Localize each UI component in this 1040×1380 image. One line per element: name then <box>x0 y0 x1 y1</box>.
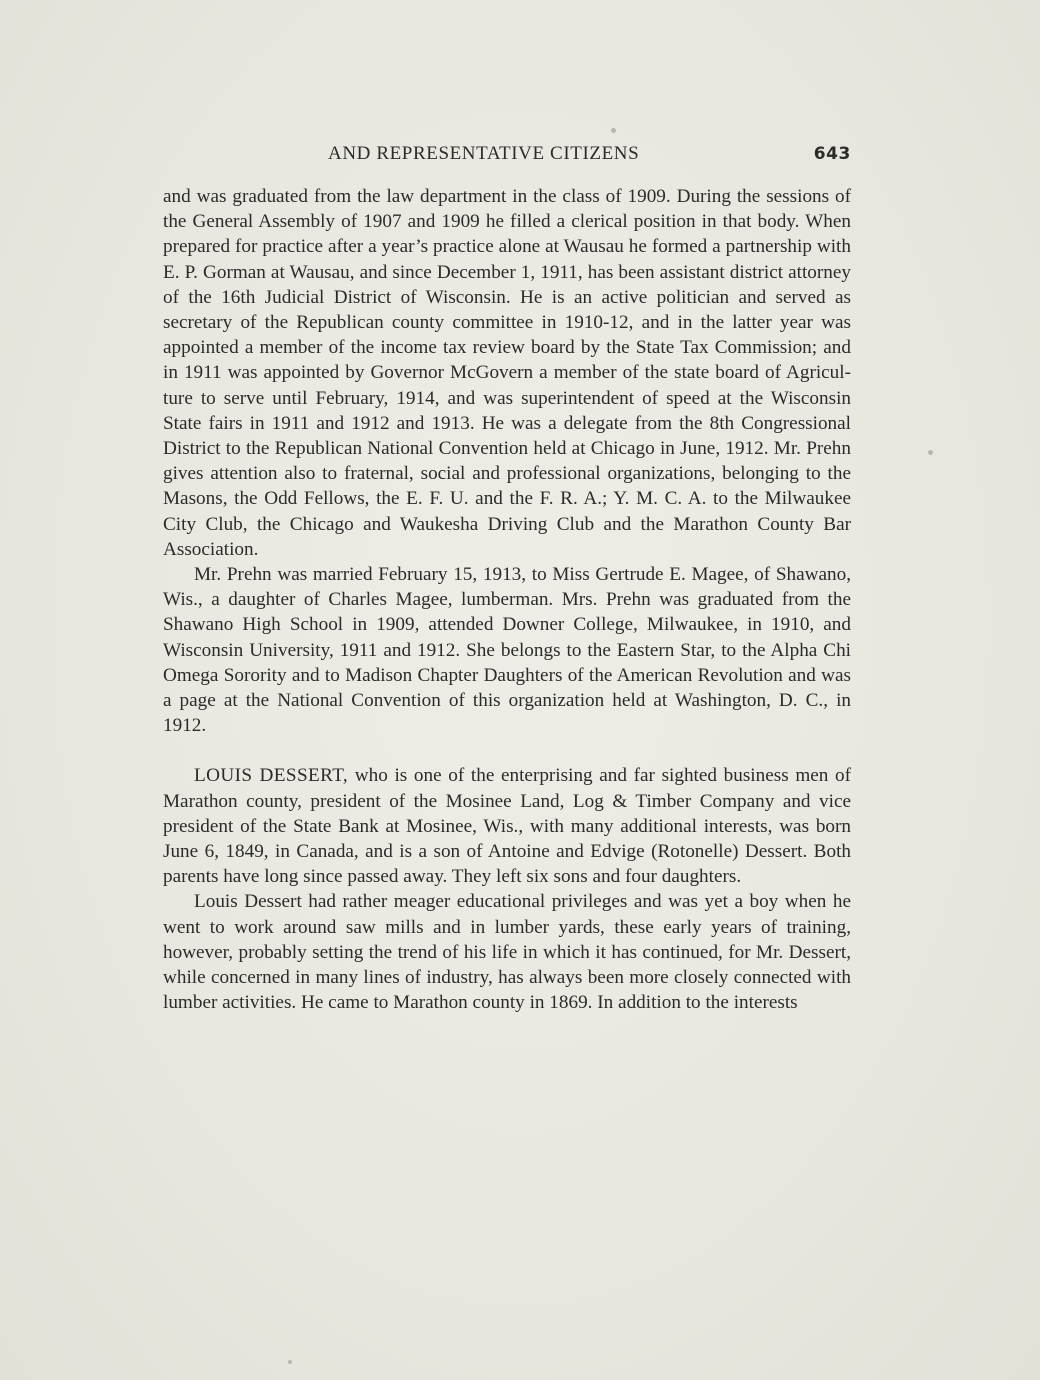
paper-speck <box>928 450 933 455</box>
paragraph-dessert-intro-text: who is one of the enterprising and far sighted business men of Marathon county, president of the Mosinee Land, Log & Timber Company and vice president of the State Bank at Mosinee, Wis., with many additional interests, was born June 6, 1849, in Canada, and is a son of Antoine and Edvige (Rotonelle) Dessert. Both parents have long since passed away. They left six sons and four daughters. <box>163 765 851 888</box>
page-number: 643 <box>813 144 851 164</box>
running-head: AND REPRESENTATIVE CITIZENS <box>328 143 640 164</box>
paragraph-prehn-career: and was graduated from the law department in the class of 1909. During the sessions of the General Assembly of 1907 and 1909 he filled a clerical position in that body. When prepared for practice after a year’s practice alone at Wausau he formed a partnership with E. P. Gorman at Wausau, and since December 1, 1911, has been assistant district attorney of the 16th Judicial District of Wisconsin. He is an active politician and served as secretary of the Republican county committee in 1910-12, and in the latter year was appointed a member of the income tax review board by the State Tax Commission; and in 1911 was appointed by Governor McGovern a member of the state board of Agriculture to serve until February, 1914, and was superintendent of speed at the Wisconsin State fairs in 1911 and 1912 and 1913. He was a delegate from the 8th Congressional District to the Republican National Convention held at Chicago in June, 1912. Mr. Prehn gives attention also to fraternal, social and professional organizations, belonging to the Masons, the Odd Fellows, the E. F. U. and the F. R. A.; Y. M. C. A. to the Milwaukee City Club, the Chicago and Waukesha Driving Club and the Marathon County Bar Association. <box>163 186 851 560</box>
biography-subject-name: LOUIS DESSERT, <box>194 765 349 787</box>
paragraph-dessert-intro <box>163 763 851 889</box>
paragraph-prehn-marriage: Mr. Prehn was married February 15, 1913, to Miss Gertrude E. Magee, of Shawano, Wis., a daughter of Charles Magee, lumberman. Mrs. Prehn was graduated from the Shawano High School in 1909, attended Downer College, Milwaukee, in 1910, and Wisconsin University, 1911 and 1912. She belongs to the Eastern Star, to the Alpha Chi Omega Sorority and to Madison Chapter Daughters of the American Revolution and was a page at the National Convention of this organization held at Washington, D. C., in 1912. <box>163 564 851 737</box>
body-text <box>163 184 851 1016</box>
paper-speck <box>288 1360 292 1364</box>
paragraph-dessert-career: Louis Dessert had rather meager educational privileges and was yet a boy when he went to work around saw mills and in lumber yards, these early years of training, however, probably setting the trend of his life in which it has continued, for Mr. Dessert, while concerned in many lines of industry, has always been more closely connected with lumber activities. He came to Marathon county in 1869. In addition to the interests <box>163 891 851 1014</box>
page-header <box>163 143 851 169</box>
paper-speck <box>611 128 616 133</box>
